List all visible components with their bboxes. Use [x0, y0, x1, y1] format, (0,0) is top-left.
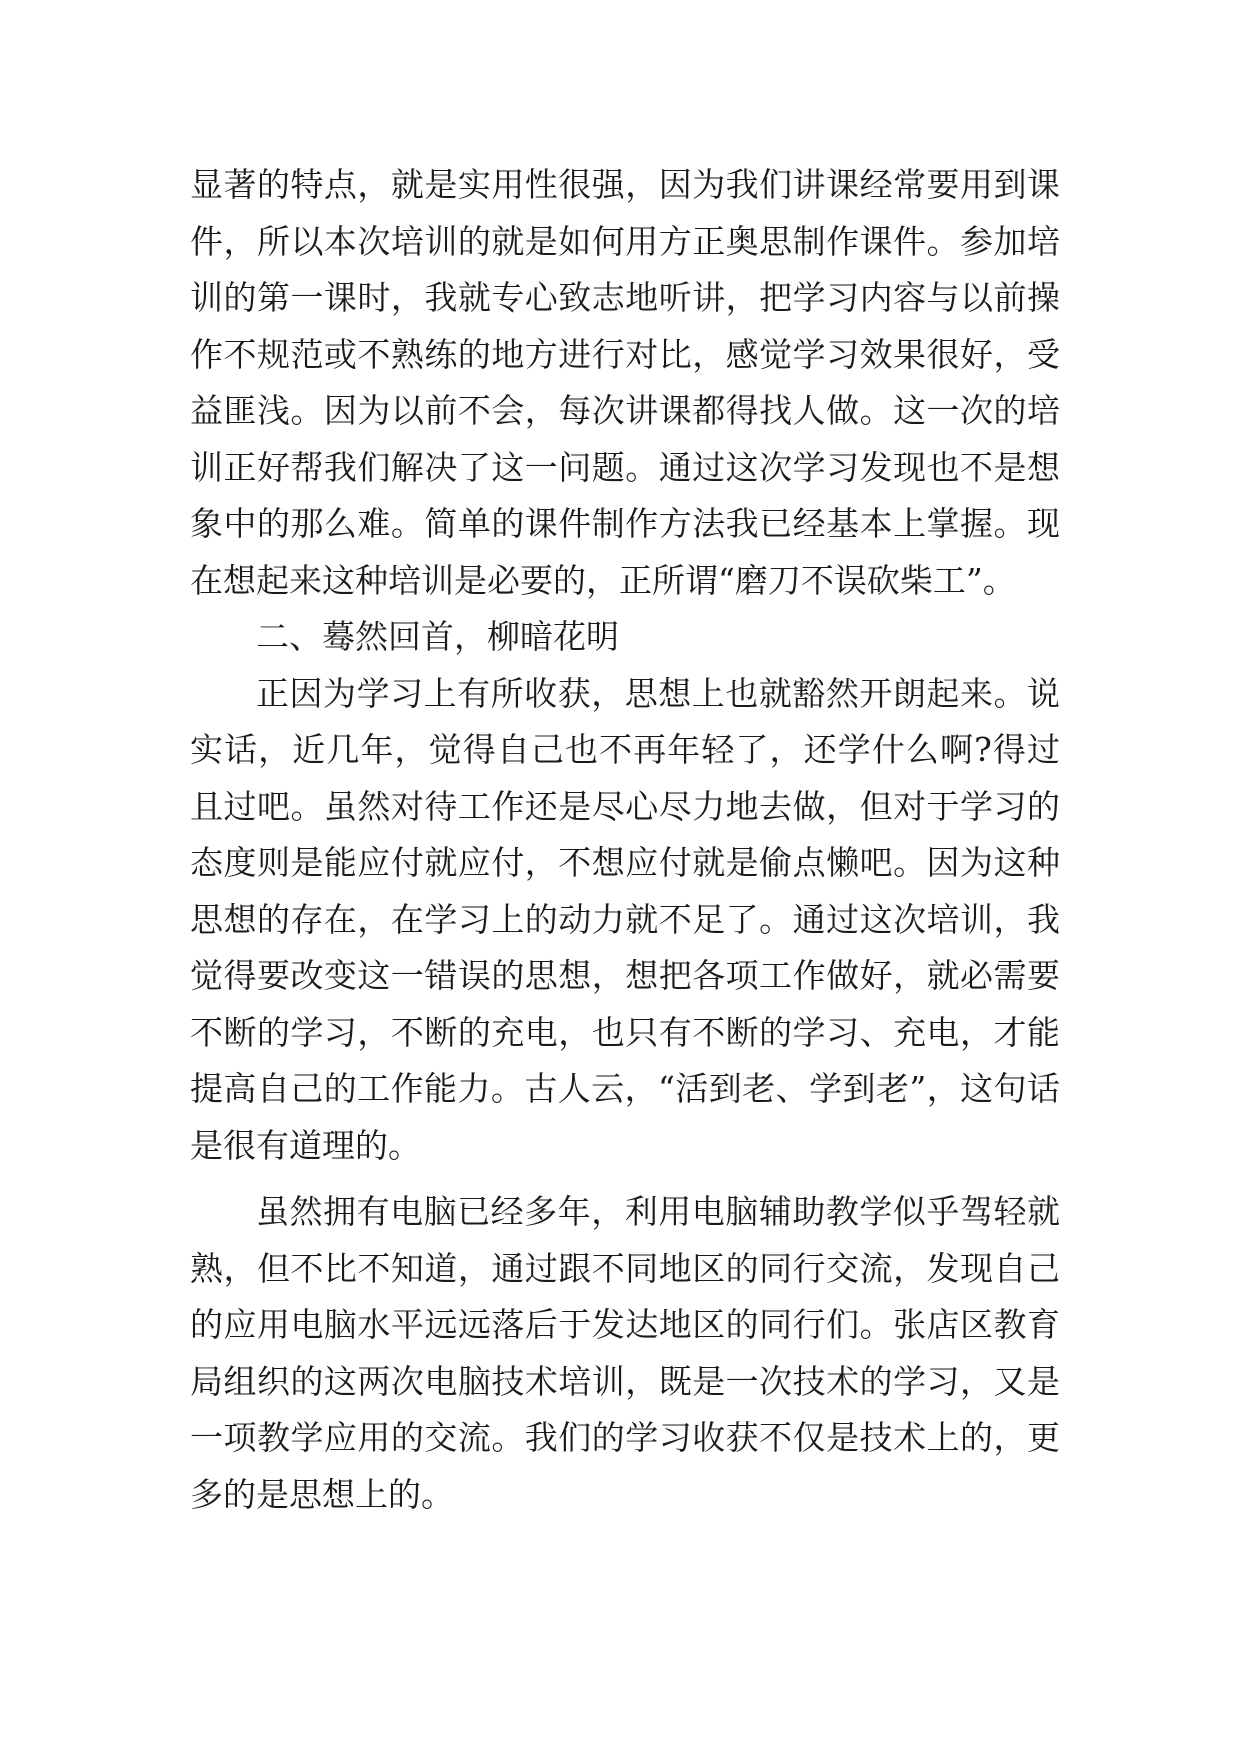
- text-line: 作不规范或不熟练的地方进行对比，感觉学习效果很好，受: [190, 334, 1060, 374]
- text-line: 多的是思想上的。: [190, 1474, 454, 1514]
- text-line: 训正好帮我们解决了这一问题。通过这次学习发现也不是想: [190, 447, 1060, 487]
- text-line: 的应用电脑水平远远落后于发达地区的同行们。张店区教育: [190, 1305, 1060, 1344]
- paragraph-spacer: [190, 1174, 1060, 1184]
- text-line: 思想的存在，在学习上的动力就不足了。通过这次培训，我: [190, 899, 1060, 939]
- text-line: 显著的特点，就是实用性很强，因为我们讲课经常要用到课: [190, 165, 1060, 204]
- text-line: 训的第一课时，我就专心致志地听讲，把学习内容与以前操: [190, 278, 1060, 317]
- text-line: 一项教学应用的交流。我们的学习收获不仅是技术上的，更: [190, 1418, 1060, 1457]
- paragraph-1: [190, 157, 1060, 609]
- section-heading: [190, 609, 1060, 666]
- text-line: 虽然拥有电脑已经多年，利用电脑辅助教学似乎驾轻就: [256, 1192, 1060, 1231]
- document-body: [190, 157, 1060, 1523]
- text-line: 局组织的这两次电脑技术培训，既是一次技术的学习，又是: [190, 1361, 1060, 1401]
- text-line: 态度则是能应付就应付，不想应付就是偷点懒吧。因为这种: [190, 843, 1060, 882]
- text-line: 实话，近几年，觉得自己也不再年轻了，还学什么啊?得过: [190, 730, 1060, 769]
- text-line: 且过吧。虽然对待工作还是尽心尽力地去做，但对于学习的: [190, 786, 1060, 826]
- text-line: 熟，但不比不知道，通过跟不同地区的同行交流，发现自己: [190, 1248, 1060, 1288]
- text-line: 在想起来这种培训是必要的，正所谓“磨刀不误砍柴工”。: [190, 560, 1016, 600]
- text-line: 提高自己的工作能力。古人云，“活到老、学到老”，这句话: [190, 1069, 1060, 1108]
- text-line: 觉得要改变这一错误的思想，想把各项工作做好，就必需要: [190, 956, 1060, 995]
- text-line: 象中的那么难。简单的课件制作方法我已经基本上掌握。现: [190, 504, 1060, 543]
- text-line: 件，所以本次培训的就是如何用方正奥思制作课件。参加培: [190, 221, 1060, 261]
- paragraph-3: [190, 1184, 1060, 1523]
- text-line: 不断的学习，不断的充电，也只有不断的学习、充电，才能: [190, 1012, 1060, 1052]
- section-heading-text: 二、蓦然回首，柳暗花明: [256, 617, 619, 656]
- text-line: 正因为学习上有所收获，思想上也就豁然开朗起来。说: [256, 673, 1060, 713]
- paragraph-2: [190, 666, 1060, 1175]
- text-line: 是很有道理的。: [190, 1125, 421, 1165]
- text-line: 益匪浅。因为以前不会，每次讲课都得找人做。这一次的培: [190, 391, 1060, 430]
